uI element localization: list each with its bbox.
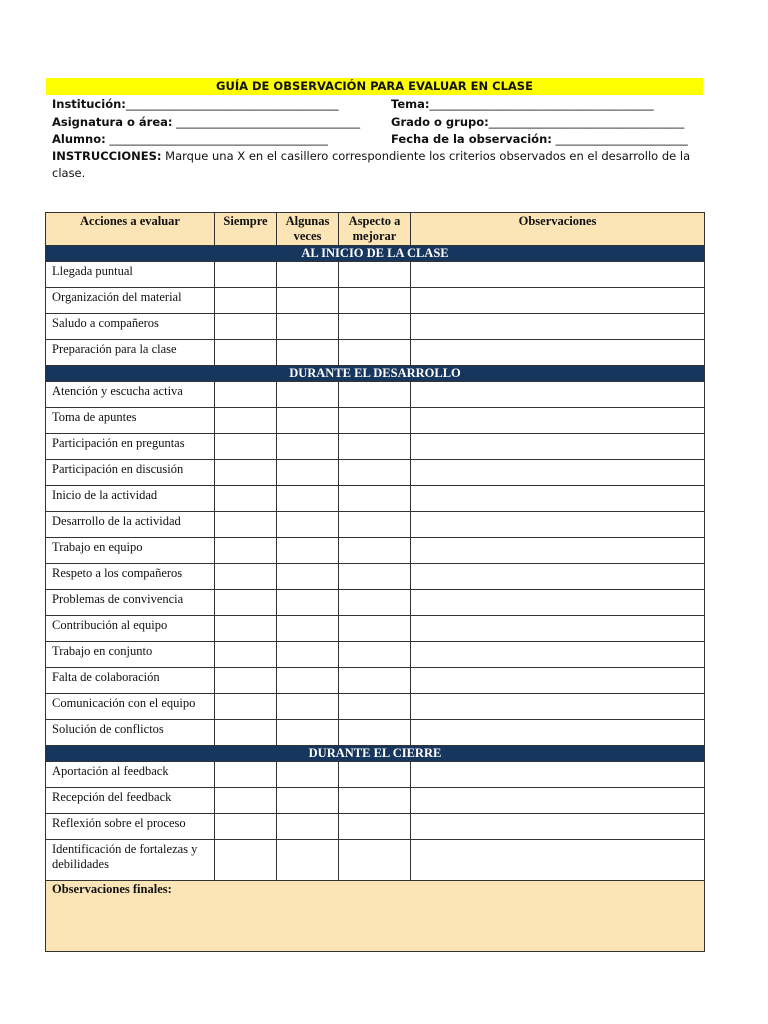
- algunas-cell[interactable]: [277, 762, 339, 788]
- table-row: [46, 788, 705, 814]
- table-row: [46, 288, 705, 314]
- aspecto-cell[interactable]: [339, 668, 411, 694]
- siempre-cell[interactable]: [215, 840, 277, 881]
- observaciones-cell[interactable]: [411, 340, 705, 366]
- siempre-cell[interactable]: [215, 434, 277, 460]
- algunas-cell[interactable]: [277, 694, 339, 720]
- algunas-cell[interactable]: [277, 434, 339, 460]
- action-label: Contribución al equipo: [46, 616, 215, 642]
- action-label: Preparación para la clase: [46, 340, 215, 366]
- algunas-cell[interactable]: [277, 408, 339, 434]
- aspecto-cell[interactable]: [339, 814, 411, 840]
- aspecto-cell[interactable]: [339, 590, 411, 616]
- table-row: [46, 590, 705, 616]
- observaciones-cell[interactable]: [411, 434, 705, 460]
- siempre-cell[interactable]: [215, 590, 277, 616]
- asignatura-label: Asignatura o área:: [52, 115, 173, 129]
- algunas-cell[interactable]: [277, 460, 339, 486]
- algunas-cell[interactable]: [277, 564, 339, 590]
- algunas-cell[interactable]: [277, 668, 339, 694]
- observaciones-cell[interactable]: [411, 788, 705, 814]
- observaciones-cell[interactable]: [411, 694, 705, 720]
- observaciones-cell[interactable]: [411, 762, 705, 788]
- siempre-cell[interactable]: [215, 564, 277, 590]
- section-header-row: [46, 366, 705, 382]
- table-row: [46, 512, 705, 538]
- observaciones-cell[interactable]: [411, 382, 705, 408]
- action-label: Saludo a compañeros: [46, 314, 215, 340]
- section-header-row: [46, 746, 705, 762]
- observaciones-cell[interactable]: [411, 642, 705, 668]
- action-label: Llegada puntual: [46, 262, 215, 288]
- observaciones-cell[interactable]: [411, 720, 705, 746]
- observaciones-cell[interactable]: [411, 814, 705, 840]
- action-label: Inicio de la actividad: [46, 486, 215, 512]
- aspecto-cell[interactable]: [339, 762, 411, 788]
- instructions-label: INSTRUCCIONES:: [52, 149, 162, 163]
- action-label: Reflexión sobre el proceso: [46, 814, 215, 840]
- algunas-cell[interactable]: [277, 340, 339, 366]
- siempre-cell[interactable]: [215, 720, 277, 746]
- final-observations-row[interactable]: [46, 881, 705, 952]
- table-row: [46, 564, 705, 590]
- tema-field[interactable]: [391, 96, 654, 113]
- action-label: Organización del material: [46, 288, 215, 314]
- table-row: [46, 642, 705, 668]
- table-row: [46, 694, 705, 720]
- siempre-cell[interactable]: [215, 486, 277, 512]
- siempre-cell[interactable]: [215, 788, 277, 814]
- action-label: Falta de colaboración: [46, 668, 215, 694]
- table-row: [46, 538, 705, 564]
- aspecto-cell[interactable]: [339, 314, 411, 340]
- alumno-label: Alumno:: [52, 132, 106, 146]
- final-observations-label[interactable]: Observaciones finales:: [46, 881, 705, 952]
- col-siempre-header: Siempre: [215, 213, 277, 246]
- table-row: [46, 408, 705, 434]
- siempre-cell[interactable]: [215, 762, 277, 788]
- fecha-label: Fecha de la observación:: [391, 132, 552, 146]
- action-label: Recepción del feedback: [46, 788, 215, 814]
- action-label: Toma de apuntes: [46, 408, 215, 434]
- siempre-cell[interactable]: [215, 512, 277, 538]
- observaciones-cell[interactable]: [411, 564, 705, 590]
- observaciones-cell[interactable]: [411, 262, 705, 288]
- siempre-cell[interactable]: [215, 408, 277, 434]
- aspecto-cell[interactable]: [339, 512, 411, 538]
- table-row: [46, 840, 705, 881]
- aspecto-cell[interactable]: [339, 288, 411, 314]
- table-row: [46, 382, 705, 408]
- siempre-cell[interactable]: [215, 262, 277, 288]
- institucion-field[interactable]: [52, 96, 339, 113]
- aspecto-cell[interactable]: [339, 262, 411, 288]
- algunas-cell[interactable]: [277, 788, 339, 814]
- aspecto-cell[interactable]: [339, 642, 411, 668]
- aspecto-cell[interactable]: [339, 382, 411, 408]
- aspecto-cell[interactable]: [339, 538, 411, 564]
- action-label: Solución de conflictos: [46, 720, 215, 746]
- table-row: [46, 460, 705, 486]
- evaluation-table: [45, 212, 705, 952]
- document-title: GUÍA DE OBSERVACIÓN PARA EVALUAR EN CLASE: [46, 78, 703, 95]
- aspecto-cell[interactable]: [339, 486, 411, 512]
- col-acciones-header: Acciones a evaluar: [46, 213, 215, 246]
- aspecto-cell[interactable]: [339, 720, 411, 746]
- alumno-field[interactable]: [52, 131, 328, 148]
- siempre-cell[interactable]: [215, 694, 277, 720]
- aspecto-cell[interactable]: [339, 694, 411, 720]
- algunas-cell[interactable]: [277, 840, 339, 881]
- action-label: Trabajo en conjunto: [46, 642, 215, 668]
- aspecto-cell[interactable]: [339, 564, 411, 590]
- aspecto-cell[interactable]: [339, 340, 411, 366]
- action-label: Atención y escucha activa: [46, 382, 215, 408]
- algunas-cell[interactable]: [277, 486, 339, 512]
- table-row: [46, 720, 705, 746]
- action-label: Participación en discusión: [46, 460, 215, 486]
- observaciones-cell[interactable]: [411, 314, 705, 340]
- col-aspecto-header: Aspecto a mejorar: [339, 213, 411, 246]
- aspecto-cell[interactable]: [339, 434, 411, 460]
- col-observaciones-header: Observaciones: [411, 213, 705, 246]
- siempre-cell[interactable]: [215, 814, 277, 840]
- siempre-cell[interactable]: [215, 340, 277, 366]
- action-label: Participación en preguntas: [46, 434, 215, 460]
- grado-label: Grado o grupo:: [391, 115, 489, 129]
- fecha-line: _______________________: [551, 132, 688, 146]
- table-row: [46, 262, 705, 288]
- observaciones-cell[interactable]: [411, 616, 705, 642]
- algunas-cell[interactable]: [277, 538, 339, 564]
- action-label: Identificación de fortalezas y debilidades: [46, 840, 215, 881]
- algunas-cell[interactable]: [277, 616, 339, 642]
- table-row: [46, 814, 705, 840]
- algunas-cell[interactable]: [277, 382, 339, 408]
- algunas-cell[interactable]: [277, 590, 339, 616]
- aspecto-cell[interactable]: [339, 408, 411, 434]
- section-title: DURANTE EL DESARROLLO: [46, 366, 705, 382]
- tema-line: _______________________________________: [429, 97, 654, 111]
- algunas-cell[interactable]: [277, 262, 339, 288]
- aspecto-cell[interactable]: [339, 460, 411, 486]
- action-label: Desarrollo de la actividad: [46, 512, 215, 538]
- grado-line: __________________________________: [488, 115, 685, 129]
- section-title: DURANTE EL CIERRE: [46, 746, 705, 762]
- siempre-cell[interactable]: [215, 538, 277, 564]
- siempre-cell[interactable]: [215, 616, 277, 642]
- action-label: Problemas de convivencia: [46, 590, 215, 616]
- observaciones-cell[interactable]: [411, 460, 705, 486]
- alumno-line: ______________________________________: [105, 132, 328, 146]
- asignatura-field[interactable]: [52, 114, 360, 131]
- section-header-row: [46, 246, 705, 262]
- algunas-cell[interactable]: [277, 720, 339, 746]
- table-row: [46, 616, 705, 642]
- asignatura-line: ________________________________: [172, 115, 361, 129]
- algunas-cell[interactable]: [277, 512, 339, 538]
- siempre-cell[interactable]: [215, 314, 277, 340]
- instructions-text: Marque una X en el casillero correspondiente los criterios observados en el desarrollo de la clase.: [52, 149, 691, 180]
- observaciones-cell[interactable]: [411, 512, 705, 538]
- institucion-label: Institución:: [52, 97, 126, 111]
- observaciones-cell[interactable]: [411, 408, 705, 434]
- observaciones-cell[interactable]: [411, 668, 705, 694]
- siempre-cell[interactable]: [215, 668, 277, 694]
- col-algunas-header: Algunas veces: [277, 213, 339, 246]
- instructions: [52, 148, 702, 182]
- observaciones-cell[interactable]: [411, 840, 705, 881]
- siempre-cell[interactable]: [215, 288, 277, 314]
- table-row: [46, 486, 705, 512]
- aspecto-cell[interactable]: [339, 788, 411, 814]
- grado-field[interactable]: [391, 114, 684, 131]
- algunas-cell[interactable]: [277, 288, 339, 314]
- observaciones-cell[interactable]: [411, 590, 705, 616]
- table-row: [46, 762, 705, 788]
- aspecto-cell[interactable]: [339, 840, 411, 881]
- table-row: [46, 340, 705, 366]
- observaciones-cell[interactable]: [411, 538, 705, 564]
- algunas-cell[interactable]: [277, 814, 339, 840]
- action-label: Respeto a los compañeros: [46, 564, 215, 590]
- aspecto-cell[interactable]: [339, 616, 411, 642]
- table-row: [46, 668, 705, 694]
- observaciones-cell[interactable]: [411, 486, 705, 512]
- siempre-cell[interactable]: [215, 642, 277, 668]
- institucion-line: _____________________________________: [125, 97, 339, 111]
- action-label: Aportación al feedback: [46, 762, 215, 788]
- action-label: Comunicación con el equipo: [46, 694, 215, 720]
- algunas-cell[interactable]: [277, 642, 339, 668]
- fecha-field[interactable]: [391, 131, 688, 148]
- table-row: [46, 434, 705, 460]
- algunas-cell[interactable]: [277, 314, 339, 340]
- table-body: [46, 246, 705, 952]
- siempre-cell[interactable]: [215, 382, 277, 408]
- section-title: AL INICIO DE LA CLASE: [46, 246, 705, 262]
- table-row: [46, 314, 705, 340]
- observaciones-cell[interactable]: [411, 288, 705, 314]
- tema-label: Tema:: [391, 97, 430, 111]
- action-label: Trabajo en equipo: [46, 538, 215, 564]
- siempre-cell[interactable]: [215, 460, 277, 486]
